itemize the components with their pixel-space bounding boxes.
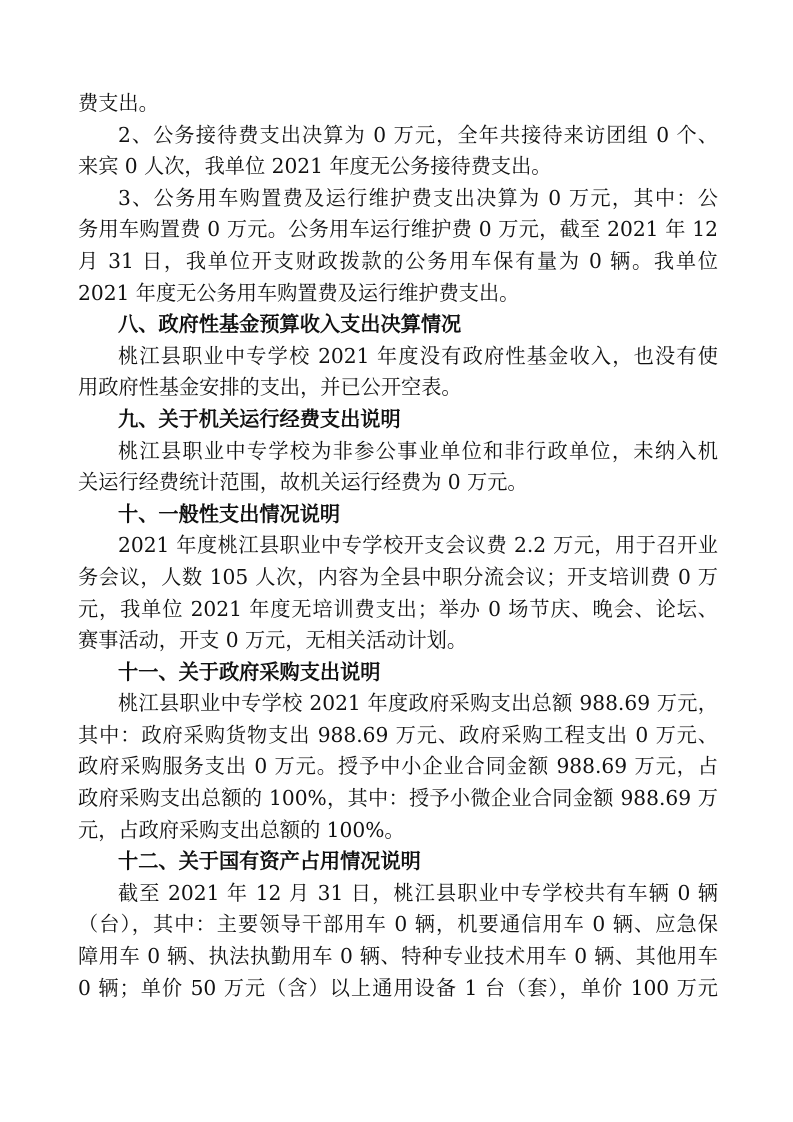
body-line: 其中：政府采购货物支出 988.69 万元、政府采购工程支出 0 万元、 [78,722,718,747]
body-line: 元，占政府采购支出总额的 100%。 [78,817,405,842]
section-heading: 十、一般性支出情况说明 [118,501,341,526]
section-heading: 十二、关于国有资产占用情况说明 [118,849,421,874]
body-line: 政府采购支出总额的 100%，其中：授予小微企业合同金额 988.69 万 [78,786,718,811]
body-line: 障用车 0 辆、执法执勤用车 0 辆、特种专业技术用车 0 辆、其他用车 [78,944,718,969]
body-line: 元，我单位 2021 年度无培训费支出；举办 0 场节庆、晚会、论坛、 [78,596,718,621]
body-line: 关运行经费统计范围，故机关运行经费为 0 万元。 [78,470,528,495]
section-heading: 十一、关于政府采购支出说明 [118,659,381,684]
body-line: 务用车购置费 0 万元。公务用车运行维护费 0 万元，截至 2021 年 12 [78,217,718,242]
body-line: 桃江县职业中专学校为非参公事业单位和非行政单位，未纳入机 [118,438,718,463]
body-line: 桃江县职业中专学校 2021 年度没有政府性基金收入，也没有使 [118,343,718,368]
body-line: 2021 年度无公务用车购置费及运行维护费支出。 [78,280,520,305]
body-line: 赛事活动，开支 0 万元，无相关活动计划。 [78,628,468,653]
body-line: 截至 2021 年 12 月 31 日，桃江县职业中专学校共有车辆 0 辆 [118,880,718,905]
document-page [78,88,718,1004]
section-heading: 八、政府性基金预算收入支出决算情况 [118,312,462,337]
body-line: 2021 年度桃江县职业中专学校开支会议费 2.2 万元，用于召开业 [118,533,718,558]
body-line: 用政府性基金安排的支出，并已公开空表。 [78,375,462,400]
section-heading: 九、关于机关运行经费支出说明 [118,406,401,431]
body-line: 月 31 日，我单位开支财政拨款的公务用车保有量为 0 辆。我单位 [78,248,718,273]
body-line: 来宾 0 人次，我单位 2021 年度无公务接待费支出。 [78,154,552,179]
body-line: 政府采购服务支出 0 万元。授予中小企业合同金额 988.69 万元，占 [78,754,718,779]
body-line: 2、公务接待费支出决算为 0 万元，全年共接待来访团组 0 个、 [118,122,718,147]
body-line: （台），其中：主要领导干部用车 0 辆，机要通信用车 0 辆、应急保 [78,912,718,937]
body-line: 3、公务用车购置费及运行维护费支出决算为 0 万元，其中：公 [118,185,718,210]
body-line: 桃江县职业中专学校 2021 年度政府采购支出总额 988.69 万元， [118,691,718,716]
body-line: 费支出。 [78,91,159,115]
body-line: 务会议，人数 105 人次，内容为全县中职分流会议；开支培训费 0 万 [78,564,718,589]
body-line: 0 辆；单价 50 万元（含）以上通用设备 1 台（套），单价 100 万元 [78,975,718,1000]
